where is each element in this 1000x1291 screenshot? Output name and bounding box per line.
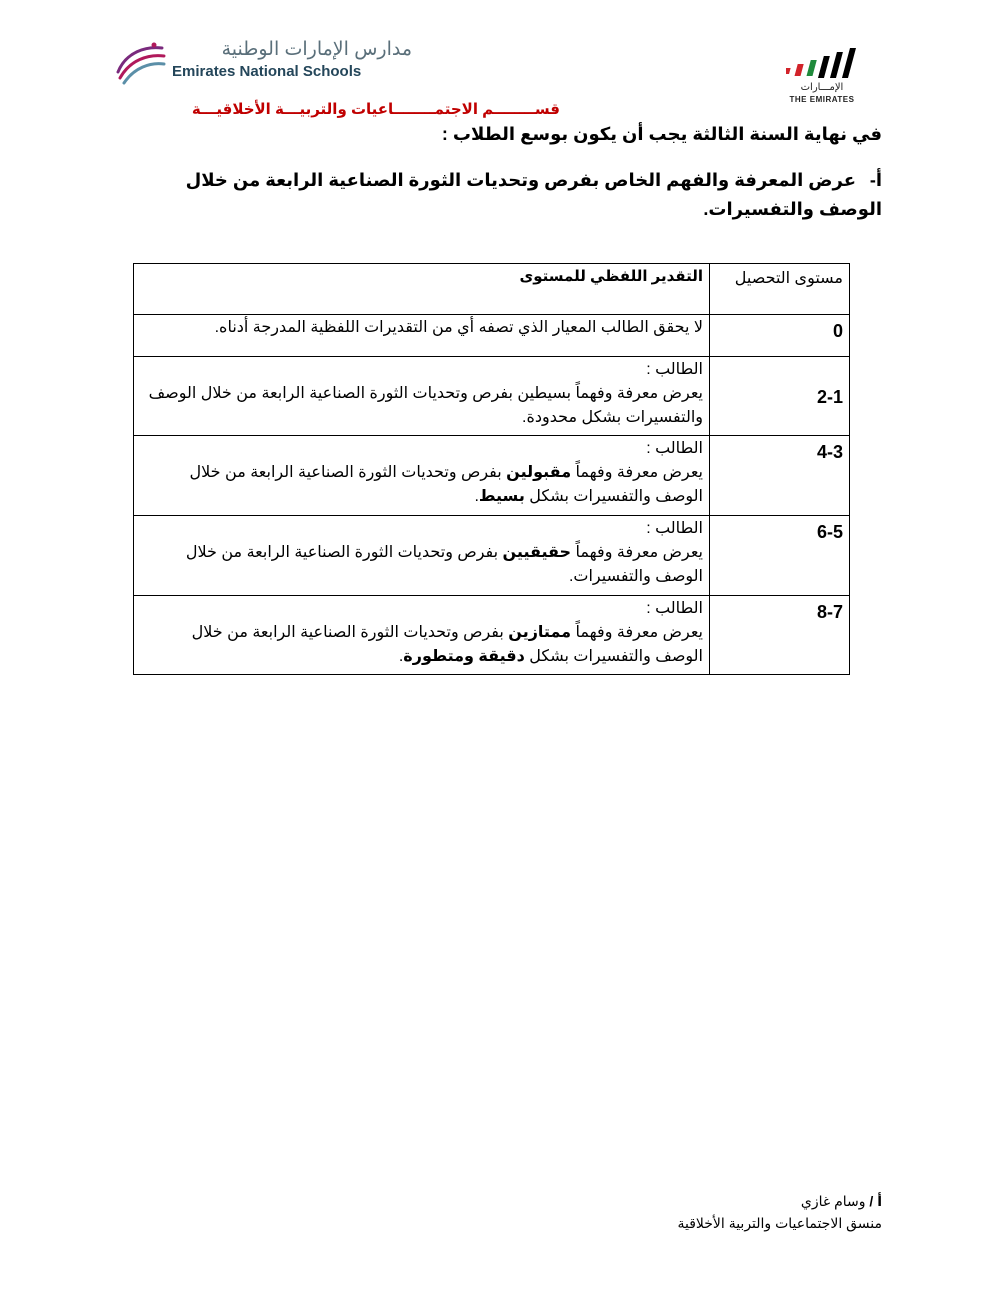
signature-name: وسام غازي: [800, 1193, 866, 1209]
level-header-cell: [710, 264, 850, 315]
level-cell: [710, 596, 850, 675]
description-label: الطالب :: [646, 440, 703, 457]
level-cell: [710, 357, 850, 436]
description-text: يعرض معرفة وفهماً بسيطين بفرص وتحديات الثورة الصناعية الرابعة من خلال الوصف والتفسيرات بشكل محدودة.: [148, 385, 703, 426]
level-value: 6-5: [816, 522, 843, 542]
description-text-part: بفرص وتحديات الثورة الصناعية الرابعة من خلال الوصف والتفسيرات بشكل: [189, 464, 703, 505]
rubric-row: [134, 596, 850, 675]
department-title: قســــــــم الاجتمــــــــاعيات والتربيـــة الأخلاقيـــة: [191, 101, 560, 118]
emirates-logo-arabic: الإمـــارات: [800, 82, 844, 93]
level-header: مستوى التحصيل: [734, 270, 843, 287]
description-cell: [134, 596, 710, 675]
level-cell: [710, 516, 850, 596]
description-label: الطالب :: [646, 600, 703, 617]
learning-outcome: [162, 166, 882, 224]
description-header: التقدير اللفظي للمستوى: [519, 268, 703, 285]
description-text-part: يعرض معرفة وفهماً: [571, 544, 703, 561]
description-text: [140, 461, 703, 509]
level-value: 0: [832, 321, 843, 341]
description-text-part: .: [398, 648, 404, 665]
rubric-table: [133, 263, 850, 675]
description-text-part: يعرض معرفة وفهماً: [571, 624, 703, 641]
the-emirates-logo: [780, 48, 864, 110]
ens-logo-english: Emirates National Schools: [172, 63, 362, 80]
description-text-part: بفرص وتحديات الثورة الصناعية الرابعة من خلال الوصف والتفسيرات.: [185, 544, 703, 585]
signature-prefix: أ /: [865, 1193, 882, 1209]
description-cell: [134, 436, 710, 516]
signature-role: منسق الاجتماعيات والتربية الأخلاقية: [677, 1215, 882, 1231]
description-header-cell: [134, 264, 710, 315]
rubric-row: [134, 436, 850, 516]
description-label: الطالب :: [646, 361, 703, 378]
description-text-part: يعرض معرفة وفهماً: [571, 464, 703, 481]
level-value: 4-3: [816, 442, 843, 462]
emirates-logo-english: THE EMIRATES: [789, 95, 855, 104]
rubric-row: [134, 357, 850, 436]
rubric-header-row: [134, 264, 850, 315]
description-emphasis: حقيقيين: [502, 544, 572, 561]
description-text-part: .: [474, 488, 479, 505]
level-cell: [710, 436, 850, 516]
outcome-text: عرض المعرفة والفهم الخاص بفرص وتحديات الثورة الصناعية الرابعة من خلال الوصف والتفسيرات.: [185, 170, 882, 219]
description-cell: [134, 516, 710, 596]
signature-block: [678, 1190, 883, 1234]
description-cell: [134, 315, 710, 357]
description-text: [140, 541, 703, 589]
emirates-bars-icon: [786, 48, 858, 82]
description-text: لا يحقق الطالب المعيار الذي تصفه أي من التقديرات اللفظية المدرجة أدناه.: [214, 319, 703, 336]
signature-name-line: [678, 1190, 883, 1212]
description-emphasis: مقبولين: [506, 464, 572, 481]
description-emphasis: دقيقة ومتطورة: [403, 648, 525, 665]
description-text: [140, 621, 703, 669]
page-heading: في نهاية السنة الثالثة يجب أن يكون بوسع الطلاب :: [441, 124, 882, 144]
emirates-national-schools-logo: [112, 36, 412, 90]
level-value: 8-7: [816, 602, 843, 622]
description-emphasis: بسيط: [478, 488, 525, 505]
ens-swoosh-icon: [112, 42, 166, 86]
description-cell: [134, 357, 710, 436]
level-cell: [710, 315, 850, 357]
rubric-row: [134, 516, 850, 596]
outcome-marker: أ-: [869, 170, 882, 190]
description-emphasis: ممتازين: [508, 624, 572, 641]
description-label: الطالب :: [646, 520, 703, 537]
level-value: 2-1: [816, 387, 843, 407]
ens-logo-arabic: مدارس الإمارات الوطنية: [221, 39, 412, 60]
rubric-row: [134, 315, 850, 357]
description-text-part: بفرص وتحديات الثورة الصناعية الرابعة من خلال الوصف والتفسيرات بشكل: [191, 624, 703, 665]
